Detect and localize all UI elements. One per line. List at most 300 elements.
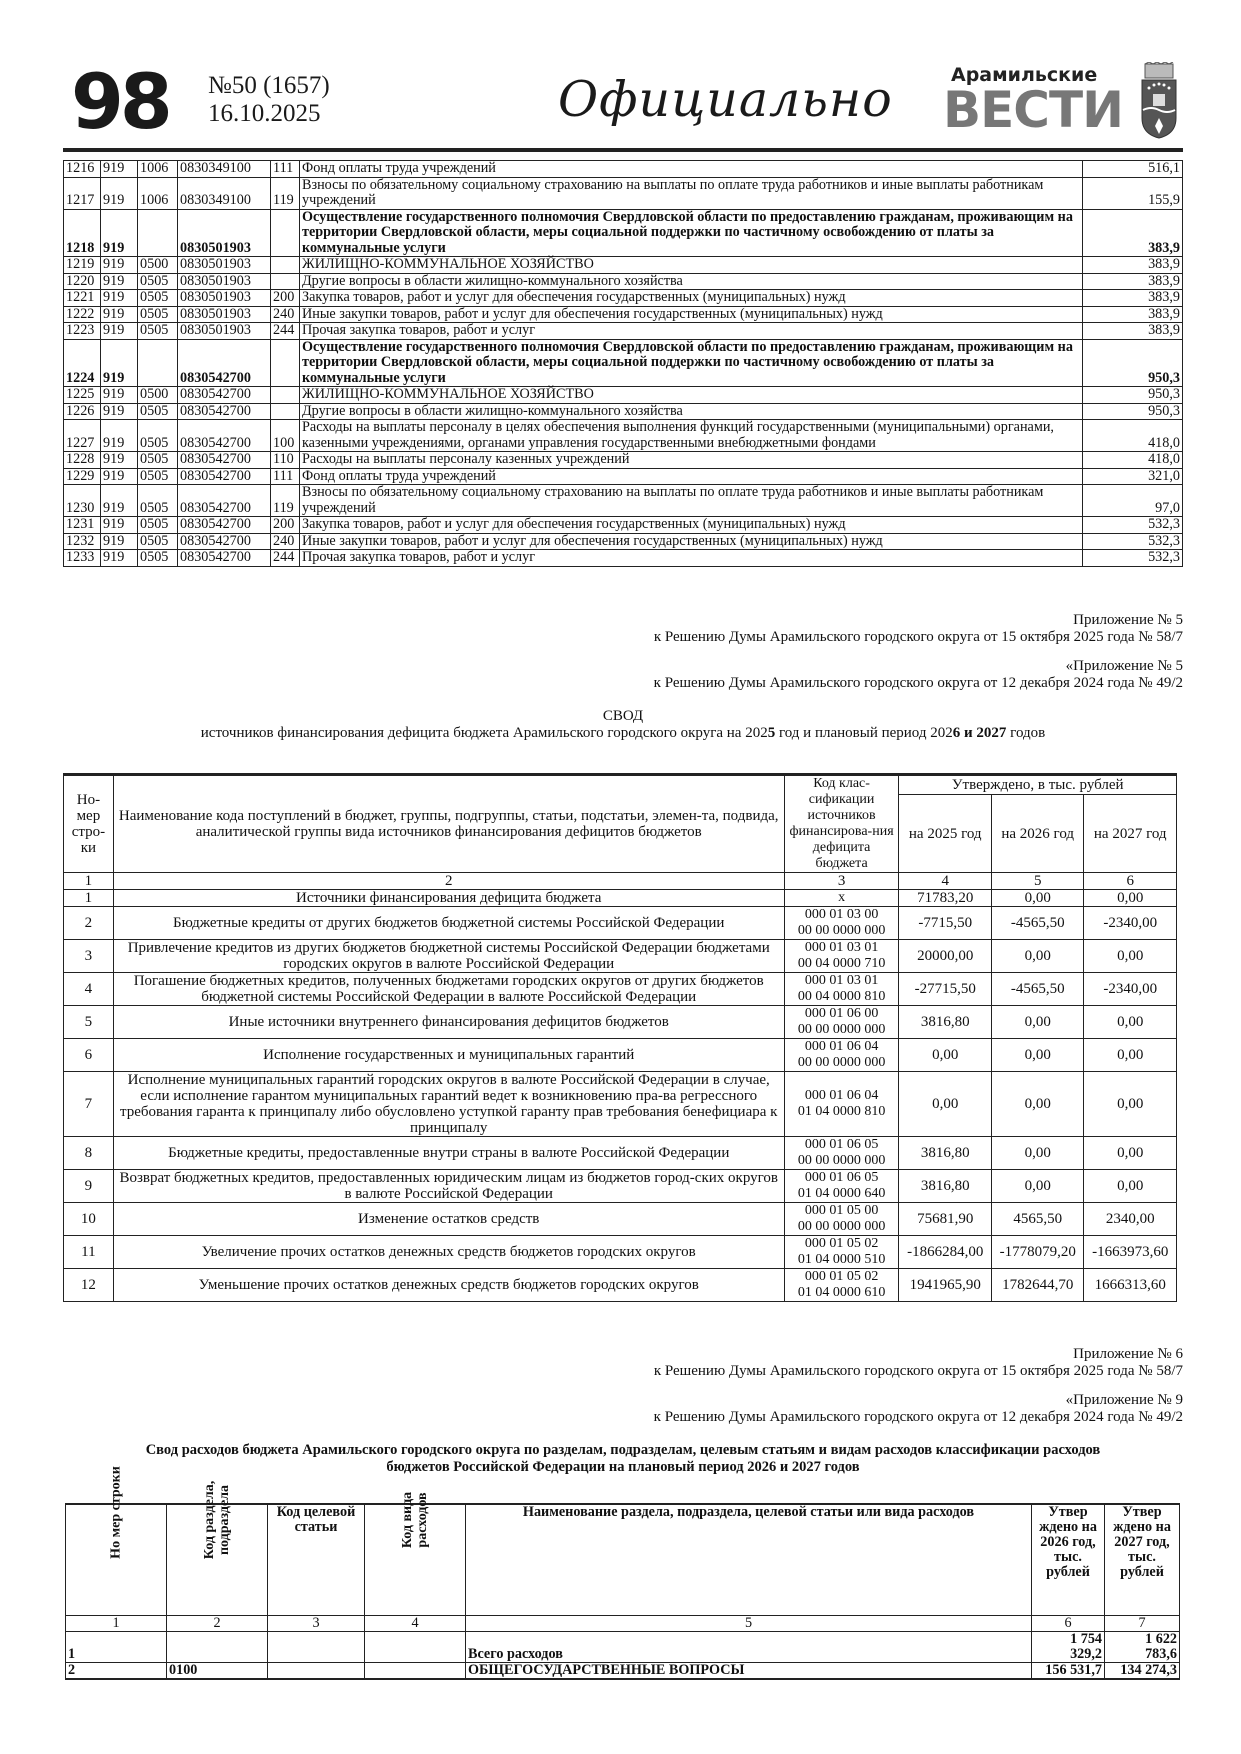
row-value: 383,9 xyxy=(1083,209,1183,257)
ministry-code: 919 xyxy=(101,550,138,567)
table-row xyxy=(64,485,1183,517)
code-line1: 000 01 06 04 xyxy=(804,1039,879,1054)
appendix6-line3: «Приложение № 9 xyxy=(1065,1392,1183,1408)
code-line2: 00 04 0000 710 xyxy=(797,956,886,971)
column-index: 3 xyxy=(268,1616,365,1632)
target-code: 0830542700 xyxy=(178,420,271,452)
kind-code xyxy=(271,339,300,387)
table-row xyxy=(64,1269,1177,1302)
kind-code: 200 xyxy=(271,517,300,534)
ministry-code: 919 xyxy=(101,403,138,420)
code-line2: 01 04 0000 510 xyxy=(797,1252,886,1267)
kind-code: 244 xyxy=(271,323,300,340)
table-row xyxy=(64,1039,1177,1072)
section-code xyxy=(138,339,178,387)
row-number: 12 xyxy=(64,1269,114,1302)
col-num-header xyxy=(66,1466,167,1616)
kind-code: 110 xyxy=(271,452,300,469)
section-code: 1006 xyxy=(138,177,178,209)
value-y2027: -2340,00 xyxy=(1084,907,1177,940)
column-index-row xyxy=(64,873,1177,890)
code-line1: 000 01 03 00 xyxy=(804,907,879,922)
row-code xyxy=(784,1006,899,1039)
code-line1: 000 01 05 02 xyxy=(804,1269,879,1284)
value-y2027: 1666313,60 xyxy=(1084,1269,1177,1302)
row-value: 97,0 xyxy=(1083,485,1183,517)
row-number: 1219 xyxy=(64,257,101,274)
value-y2025: 20000,00 xyxy=(899,940,991,973)
target-code: 0830501903 xyxy=(178,209,271,257)
section-code: 0505 xyxy=(138,290,178,307)
subtitle-bold: 6 и 2027 xyxy=(952,725,1007,741)
target-code: 0830501903 xyxy=(178,306,271,323)
column-index: 4 xyxy=(365,1616,466,1632)
row-value: 950,3 xyxy=(1083,387,1183,404)
col-num-header: Но-мер стро-ки xyxy=(64,775,114,873)
value-y2025: 3816,80 xyxy=(899,1137,991,1170)
row-section: 0100 xyxy=(167,1663,268,1680)
kind-code xyxy=(271,403,300,420)
code-line2: 00 00 0000 000 xyxy=(797,1219,886,1234)
kind-code: 240 xyxy=(271,306,300,323)
value-y2025: 1941965,90 xyxy=(899,1269,991,1302)
section-code: 0505 xyxy=(138,485,178,517)
kind-code xyxy=(271,273,300,290)
column-index: 1 xyxy=(66,1616,167,1632)
value-y2027: 0,00 xyxy=(1084,890,1177,907)
row-number: 1229 xyxy=(64,468,101,485)
header-text: Код вида расходов xyxy=(400,1491,430,1549)
value-y2027: -2340,00 xyxy=(1084,973,1177,1006)
row-value: 950,3 xyxy=(1083,339,1183,387)
header-text: Код раздела, подраздела xyxy=(202,1480,232,1560)
row-number: 1233 xyxy=(64,550,101,567)
column-index: 3 xyxy=(784,873,899,890)
row-section xyxy=(167,1632,268,1663)
row-name: Исполнение муниципальных гарантий городских округов в валюте Российской Федерации в случае, если исполнение гарантом муниципальных гарантий ведет к возникновению пра-ва регрессного требования гаранта к принципалу либо обусловлено уступкой гаранту прав требования бенефициара к принципалу xyxy=(113,1072,784,1137)
row-name: Взносы по обязательному социальному страхованию на выплаты по оплате труда работников и иные выплаты работникам учреждений xyxy=(300,485,1083,517)
row-name: Прочая закупка товаров, работ и услуг xyxy=(300,550,1083,567)
row-value: 532,3 xyxy=(1083,517,1183,534)
row-name: Изменение остатков средств xyxy=(113,1203,784,1236)
col-section-header xyxy=(167,1480,268,1616)
value-y2027: 0,00 xyxy=(1084,1039,1177,1072)
row-name: Всего расходов xyxy=(466,1632,1032,1663)
ministry-code: 919 xyxy=(101,290,138,307)
appendix5-line1: Приложение № 5 xyxy=(1073,612,1183,628)
value-y2027: 0,00 xyxy=(1084,1072,1177,1137)
target-code: 0830501903 xyxy=(178,323,271,340)
code-line1: 000 01 05 02 xyxy=(804,1236,879,1251)
subtitle-part: годов xyxy=(1006,725,1046,741)
target-code: 0830501903 xyxy=(178,290,271,307)
row-code xyxy=(784,890,899,907)
section-code: 0505 xyxy=(138,273,178,290)
table-row xyxy=(64,1203,1177,1236)
value-y2026: 4565,50 xyxy=(991,1203,1083,1236)
code-line1: 000 01 06 05 xyxy=(804,1137,879,1152)
table-row xyxy=(64,468,1183,485)
target-code: 0830349100 xyxy=(178,161,271,178)
col-code-header: Код клас-сификации источников финансирова-ния дефицита бюджета xyxy=(784,775,899,873)
value-y2027: 2340,00 xyxy=(1084,1203,1177,1236)
col-name-header: Наименование кода поступлений в бюджет, группы, подгруппы, статьи, подстатьи, элемен-та, подвида, аналитической группы вида источников финансирования дефицитов бюджетов xyxy=(113,775,784,873)
value-y2026: 0,00 xyxy=(991,890,1083,907)
row-name: Фонд оплаты труда учреждений xyxy=(300,161,1083,178)
row-name: Источники финансирования дефицита бюджета xyxy=(113,890,784,907)
table-row xyxy=(64,339,1183,387)
section-code: 0500 xyxy=(138,257,178,274)
col-approved-header: Утверждено, в тыс. рублей xyxy=(899,775,1177,795)
row-value: 383,9 xyxy=(1083,323,1183,340)
code-line1: 000 01 06 00 xyxy=(804,1006,879,1021)
value-y2027: -1663973,60 xyxy=(1084,1236,1177,1269)
table-row xyxy=(64,306,1183,323)
table-row xyxy=(64,420,1183,452)
row-target xyxy=(268,1663,365,1680)
row-value: 516,1 xyxy=(1083,161,1183,178)
table-row xyxy=(64,273,1183,290)
appendix5-line3: «Приложение № 5 xyxy=(1065,658,1183,674)
value-y2025: -1866284,00 xyxy=(899,1236,991,1269)
row-number: 2 xyxy=(64,907,114,940)
target-code: 0830501903 xyxy=(178,273,271,290)
target-code: 0830542700 xyxy=(178,387,271,404)
row-code xyxy=(784,1039,899,1072)
target-code: 0830542700 xyxy=(178,517,271,534)
col-2027-header: на 2027 год xyxy=(1084,795,1177,873)
ministry-code: 919 xyxy=(101,257,138,274)
table-row xyxy=(64,973,1177,1006)
target-code: 0830542700 xyxy=(178,485,271,517)
appendix6-title-line1: Свод расходов бюджета Арамильского городского округа по разделам, подразделам, целевым статьям и видам расходов классификации расходов xyxy=(145,1442,1101,1458)
row-number: 1225 xyxy=(64,387,101,404)
ministry-code: 919 xyxy=(101,161,138,178)
table-row xyxy=(64,452,1183,469)
row-value: 383,9 xyxy=(1083,257,1183,274)
row-target xyxy=(268,1632,365,1663)
row-name: Фонд оплаты труда учреждений xyxy=(300,468,1083,485)
ministry-code: 919 xyxy=(101,273,138,290)
target-code: 0830542700 xyxy=(178,468,271,485)
row-value: 383,9 xyxy=(1083,273,1183,290)
section-code: 0500 xyxy=(138,387,178,404)
table-row xyxy=(64,290,1183,307)
row-code xyxy=(784,1137,899,1170)
appendix5-line2: к Решению Думы Арамильского городского округа от 15 октября 2025 года № 58/7 xyxy=(653,629,1183,645)
row-number: 1218 xyxy=(64,209,101,257)
row-number: 5 xyxy=(64,1006,114,1039)
table-row xyxy=(64,1072,1177,1137)
ministry-code: 919 xyxy=(101,452,138,469)
value-line2: 134 274,3 xyxy=(1120,1662,1177,1678)
row-number: 6 xyxy=(64,1039,114,1072)
row-name: Закупка товаров, работ и услуг для обеспечения государственных (муниципальных) нужд xyxy=(300,290,1083,307)
column-index: 4 xyxy=(899,873,991,890)
kind-code: 244 xyxy=(271,550,300,567)
kind-code: 111 xyxy=(271,161,300,178)
code-line2: 01 04 0000 810 xyxy=(797,1104,886,1119)
row-value: 155,9 xyxy=(1083,177,1183,209)
table-row xyxy=(64,517,1183,534)
column-index: 2 xyxy=(113,873,784,890)
row-number: 1231 xyxy=(64,517,101,534)
value-y2027: 0,00 xyxy=(1084,940,1177,973)
section-code: 0505 xyxy=(138,468,178,485)
row-value: 383,9 xyxy=(1083,306,1183,323)
row-name: Возврат бюджетных кредитов, предоставленных юридическим лицам из бюджетов город-ских округов в валюте Российской Федерации xyxy=(113,1170,784,1203)
header-text: Но мер строки xyxy=(108,1466,124,1559)
appendix6-note xyxy=(654,1346,1183,1426)
section-code: 0505 xyxy=(138,306,178,323)
row-code xyxy=(784,1269,899,1302)
code-line2: 00 00 0000 000 xyxy=(797,1153,886,1168)
table-row xyxy=(64,1006,1177,1039)
value-y2026: 1782644,70 xyxy=(991,1269,1083,1302)
row-number: 10 xyxy=(64,1203,114,1236)
kind-code xyxy=(271,209,300,257)
table-row xyxy=(64,1170,1177,1203)
code-line2: 00 00 0000 000 xyxy=(797,923,886,938)
target-code: 0830542700 xyxy=(178,403,271,420)
ministry-code: 919 xyxy=(101,517,138,534)
row-name: Взносы по обязательному социальному страхованию на выплаты по оплате труда работников и иные выплаты работникам учреждений xyxy=(300,177,1083,209)
row-name: Закупка товаров, работ и услуг для обеспечения государственных (муниципальных) нужд xyxy=(300,517,1083,534)
value-y2026: 0,00 xyxy=(991,1170,1083,1203)
appendix6-line2: к Решению Думы Арамильского городского округа от 15 октября 2025 года № 58/7 xyxy=(653,1363,1183,1379)
value-y2026: 0,00 xyxy=(991,1006,1083,1039)
code-line1: 000 01 03 01 xyxy=(804,973,879,988)
column-index: 6 xyxy=(1084,873,1177,890)
table-row xyxy=(66,1632,1180,1663)
value-y2027: 0,00 xyxy=(1084,1170,1177,1203)
target-code: 0830501903 xyxy=(178,257,271,274)
kind-code: 111 xyxy=(271,468,300,485)
table-row xyxy=(64,1137,1177,1170)
row-number: 8 xyxy=(64,1137,114,1170)
value-y2026: -4565,50 xyxy=(991,973,1083,1006)
section-title: Официально xyxy=(558,71,893,128)
column-index: 6 xyxy=(1032,1616,1105,1632)
row-num: 1 xyxy=(66,1632,167,1663)
row-value: 532,3 xyxy=(1083,550,1183,567)
ministry-code: 919 xyxy=(101,387,138,404)
col-target-header: Код целевой статьи xyxy=(268,1504,365,1616)
value-y2025: 3816,80 xyxy=(899,1006,991,1039)
value-line1: 1 754 xyxy=(1070,1631,1102,1647)
kind-code: 200 xyxy=(271,290,300,307)
kind-code: 100 xyxy=(271,420,300,452)
row-value: 321,0 xyxy=(1083,468,1183,485)
ministry-code: 919 xyxy=(101,420,138,452)
table-row xyxy=(64,209,1183,257)
column-index-row xyxy=(66,1616,1180,1632)
coat-of-arms-icon xyxy=(1139,62,1179,140)
row-name: ЖИЛИЩНО-КОММУНАЛЬНОЕ ХОЗЯЙСТВО xyxy=(300,387,1083,404)
row-number: 1230 xyxy=(64,485,101,517)
value-y2027: 0,00 xyxy=(1084,1006,1177,1039)
issue-info xyxy=(208,72,330,128)
table-row xyxy=(64,907,1177,940)
row-value: 418,0 xyxy=(1083,452,1183,469)
value-y2026: 0,00 xyxy=(991,1137,1083,1170)
code-line2: 01 04 0000 640 xyxy=(797,1186,886,1201)
column-index: 5 xyxy=(991,873,1083,890)
section-code: 0505 xyxy=(138,420,178,452)
issue-date: 16.10.2025 xyxy=(208,100,321,127)
row-code xyxy=(784,973,899,1006)
table-row xyxy=(64,177,1183,209)
logo-main-text: ВЕСТИ xyxy=(943,81,1123,139)
row-number: 1 xyxy=(64,890,114,907)
row-number: 1223 xyxy=(64,323,101,340)
table-row xyxy=(66,1663,1180,1680)
code-line1: 000 01 03 01 xyxy=(804,940,879,955)
value-y2025: 71783,20 xyxy=(899,890,991,907)
subtitle-part: год и плановый период 202 xyxy=(775,725,953,741)
table-row xyxy=(64,387,1183,404)
section-code: 0505 xyxy=(138,550,178,567)
section-code xyxy=(138,209,178,257)
code-line2: 01 04 0000 610 xyxy=(797,1285,886,1300)
value-y2026: -1778079,20 xyxy=(991,1236,1083,1269)
ministry-code: 919 xyxy=(101,339,138,387)
ministry-code: 919 xyxy=(101,177,138,209)
col-2027-header: Утвер ждено на 2027 год, тыс. рублей xyxy=(1105,1504,1180,1616)
code-line1: х xyxy=(838,890,846,905)
row-number: 11 xyxy=(64,1236,114,1269)
ministry-code: 919 xyxy=(101,209,138,257)
appendix5-subtitle xyxy=(63,725,1183,742)
value-y2026: 0,00 xyxy=(991,940,1083,973)
row-name: Другие вопросы в области жилищно-коммунального хозяйства xyxy=(300,403,1083,420)
ministry-code: 919 xyxy=(101,306,138,323)
value-y2026 xyxy=(1032,1663,1105,1680)
row-name: Исполнение государственных и муниципальных гарантий xyxy=(113,1039,784,1072)
col-2025-header: на 2025 год xyxy=(899,795,991,873)
row-value: 532,3 xyxy=(1083,533,1183,550)
kind-code: 240 xyxy=(271,533,300,550)
row-value: 950,3 xyxy=(1083,403,1183,420)
subtitle-part: источников финансирования дефицита бюджета Арамильского городского округа на 202 xyxy=(200,725,768,741)
value-y2026 xyxy=(1032,1632,1105,1663)
row-number: 1232 xyxy=(64,533,101,550)
row-name: Бюджетные кредиты от других бюджетов бюджетной системы Российской Федерации xyxy=(113,907,784,940)
table-row xyxy=(64,940,1177,973)
row-name: Увеличение прочих остатков денежных средств бюджетов городских округов xyxy=(113,1236,784,1269)
appendix5-note xyxy=(654,612,1183,692)
row-code xyxy=(784,1236,899,1269)
ministry-code: 919 xyxy=(101,323,138,340)
row-kind xyxy=(365,1632,466,1663)
column-index: 7 xyxy=(1105,1616,1180,1632)
value-y2027: 0,00 xyxy=(1084,1137,1177,1170)
section-code: 0505 xyxy=(138,533,178,550)
row-code xyxy=(784,1170,899,1203)
appendix6-title-line2: бюджетов Российской Федерации на плановый период 2026 и 2027 годов xyxy=(386,1459,860,1475)
row-name: ОБЩЕГОСУДАРСТВЕННЫЕ ВОПРОСЫ xyxy=(466,1663,1032,1680)
row-name: Иные закупки товаров, работ и услуг для обеспечения государственных (муниципальных) нужд xyxy=(300,533,1083,550)
row-number: 1224 xyxy=(64,339,101,387)
value-line1: 1 622 xyxy=(1145,1631,1177,1647)
masthead xyxy=(63,57,1183,148)
value-y2025: 3816,80 xyxy=(899,1170,991,1203)
newspaper-logo xyxy=(943,64,1183,142)
row-number: 1222 xyxy=(64,306,101,323)
value-line2: 783,6 xyxy=(1145,1646,1177,1662)
value-line2: 156 531,7 xyxy=(1045,1662,1102,1678)
row-name: Иные закупки товаров, работ и услуг для обеспечения государственных (муниципальных) нужд xyxy=(300,306,1083,323)
row-value: 383,9 xyxy=(1083,290,1183,307)
row-kind xyxy=(365,1663,466,1680)
value-y2027 xyxy=(1105,1632,1180,1663)
deficit-sources-table xyxy=(63,773,1177,1302)
code-line1: 000 01 05 00 xyxy=(804,1203,879,1218)
row-name: Погашение бюджетных кредитов, полученных бюджетами городских округов от других бюджетов бюджетной системы Российской Федерации в валюте Российской Федерации xyxy=(113,973,784,1006)
row-name: Прочая закупка товаров, работ и услуг xyxy=(300,323,1083,340)
row-number: 1227 xyxy=(64,420,101,452)
row-name: Осуществление государственного полномочия Свердловской области по предоставлению гражданам, проживающим на территории Свердловской области, меры социальной поддержки по частичному освобождению от платы за коммунальные услуги xyxy=(300,339,1083,387)
code-line1: 000 01 06 04 xyxy=(804,1088,879,1103)
row-code xyxy=(784,940,899,973)
row-number: 1226 xyxy=(64,403,101,420)
value-y2025: -7715,50 xyxy=(899,907,991,940)
ministry-code: 919 xyxy=(101,468,138,485)
kind-code xyxy=(271,257,300,274)
section-code: 1006 xyxy=(138,161,178,178)
row-code xyxy=(784,1203,899,1236)
value-line2: 329,2 xyxy=(1070,1646,1102,1662)
issue-number: №50 (1657) xyxy=(208,72,330,99)
column-index: 2 xyxy=(167,1616,268,1632)
table-row xyxy=(64,257,1183,274)
row-name: Уменьшение прочих остатков денежных средств бюджетов городских округов xyxy=(113,1269,784,1302)
row-value: 418,0 xyxy=(1083,420,1183,452)
row-name: Другие вопросы в области жилищно-коммунального хозяйства xyxy=(300,273,1083,290)
expenses-table-continued xyxy=(63,160,1183,567)
row-name: Привлечение кредитов из других бюджетов бюджетной системы Российской Федерации бюджетами городских округов в валюте Российской Федерации xyxy=(113,940,784,973)
section-code: 0505 xyxy=(138,403,178,420)
target-code: 0830542700 xyxy=(178,339,271,387)
target-code: 0830542700 xyxy=(178,533,271,550)
row-number: 3 xyxy=(64,940,114,973)
row-code xyxy=(784,907,899,940)
section-code: 0505 xyxy=(138,517,178,534)
appendix6-line1: Приложение № 6 xyxy=(1073,1346,1183,1362)
row-number: 1217 xyxy=(64,177,101,209)
row-number: 1221 xyxy=(64,290,101,307)
row-number: 1216 xyxy=(64,161,101,178)
code-line2: 00 00 0000 000 xyxy=(797,1055,886,1070)
value-y2026: 0,00 xyxy=(991,1039,1083,1072)
value-y2026: -4565,50 xyxy=(991,907,1083,940)
code-line2: 00 00 0000 000 xyxy=(797,1022,886,1037)
table-row xyxy=(64,1236,1177,1269)
col-kind-header xyxy=(365,1491,466,1616)
col-2026-header: на 2026 год xyxy=(991,795,1083,873)
header-rule xyxy=(63,148,1183,152)
table-row xyxy=(64,403,1183,420)
value-y2025: 75681,90 xyxy=(899,1203,991,1236)
column-index: 5 xyxy=(466,1616,1032,1632)
value-y2025: 0,00 xyxy=(899,1039,991,1072)
value-y2027 xyxy=(1105,1663,1180,1680)
ministry-code: 919 xyxy=(101,533,138,550)
col-name-header: Наименование раздела, подраздела, целевой статьи или вида расходов xyxy=(466,1504,1032,1616)
column-index: 1 xyxy=(64,873,114,890)
row-number: 9 xyxy=(64,1170,114,1203)
table-row xyxy=(64,533,1183,550)
